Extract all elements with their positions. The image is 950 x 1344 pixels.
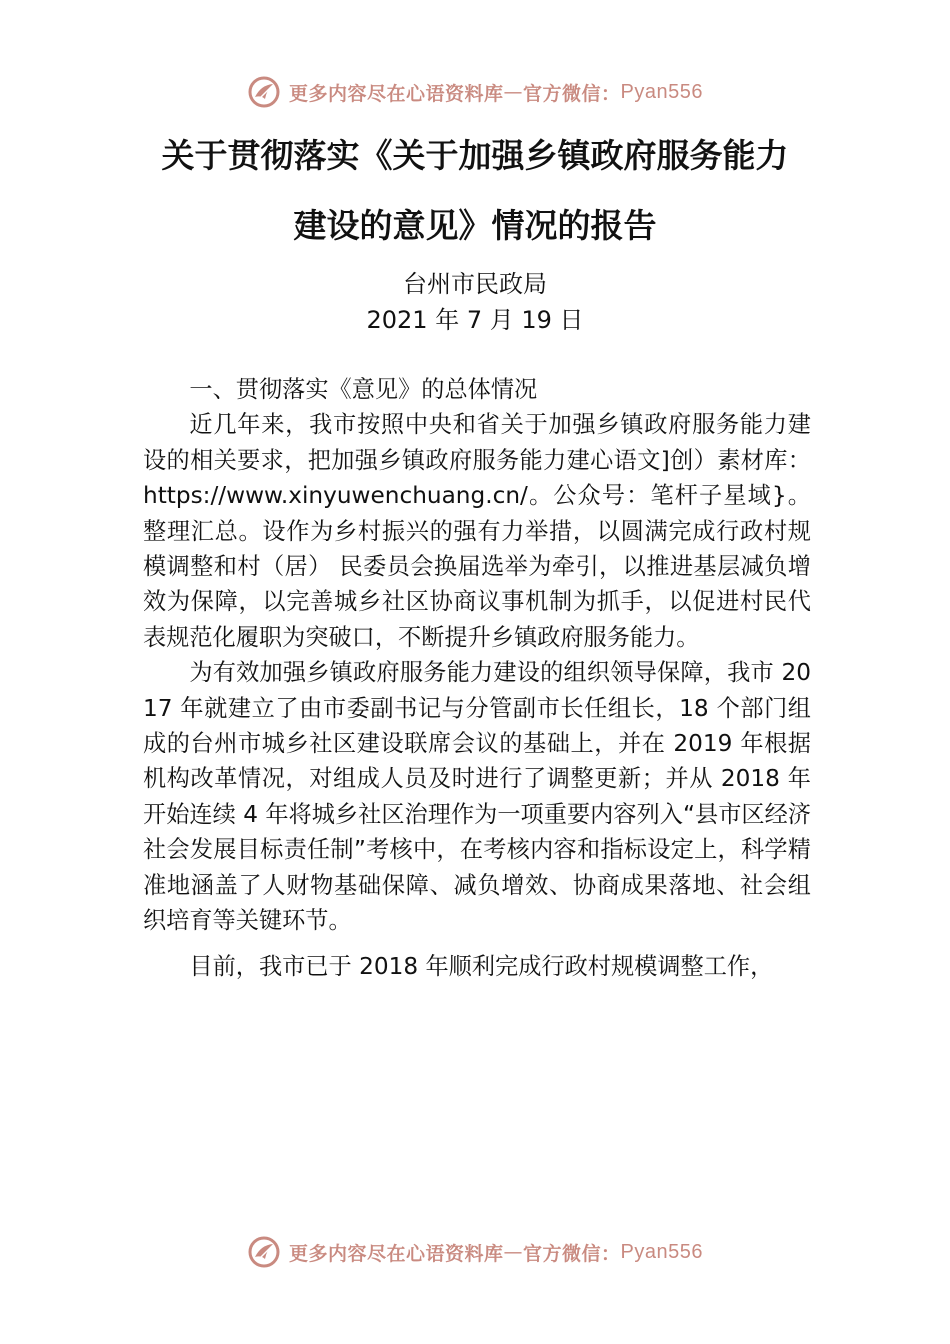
- watermark-logo-icon: [247, 75, 281, 109]
- body-paragraph-2: 为有效加强乡镇政府服务能力建设的组织领导保障，我市 2017 年就建立了由市委副书记与分管副市长任组长，18 个部门组成的台州市城乡社区建设联席会议的基础上，并在 2019 年根据机构改革情况，对组成人员及时进行了调整更新；并从 2018 年开始连续 4 年将城乡社区治理作为一项重要内容列入“县市区经济社会发展目标责任制”考核中，在考核内容和指标设定上，科学精准地涵盖了人财物基础保障、减负增效、协商成果落地、社会组织培育等关键环节。: [143, 659, 811, 935]
- body-paragraph-3: 目前，我市已于 2018 年顺利完成行政村规模调整工作，: [189, 952, 774, 980]
- watermark-wechat-label: 官方微信：: [523, 1242, 621, 1265]
- document-date: 2021 年 7 月 19 日: [366, 306, 584, 334]
- watermark-text: 更多内容尽在心语资料库: [289, 82, 504, 105]
- watermark-logo-icon: [247, 1235, 281, 1269]
- watermark-text: 更多内容尽在心语资料库: [289, 1242, 504, 1265]
- watermark-separator: —: [503, 81, 524, 103]
- watermark-header: [0, 72, 950, 112]
- watermark-wechat-id: Pyan556: [620, 1240, 703, 1263]
- document-organization: 台州市民政局: [403, 270, 547, 298]
- watermark-wechat-label: 官方微信：: [523, 82, 621, 105]
- document-title-line-2: 建设的意见》情况的报告: [293, 206, 657, 245]
- document-body: [143, 372, 811, 984]
- body-paragraph-1: 近几年来，我市按照中央和省关于加强乡镇政府服务能力建设的相关要求，把加强乡镇政府服务能力建心语文]创）素材库：https://www.xinyuwenchuang.cn/。公众号：笔杆子星域}。整理汇总。设作为乡村振兴的强有力举措，以圆满完成行政村规模调整和村（居） 民委员会换届选举为牵引，以推进基层减负增效为保障，以完善城乡社区协商议事机制为抓手，以促进村民代表规范化履职为突破口，不断提升乡镇政府服务能力。: [143, 411, 811, 651]
- watermark-footer: [0, 1232, 950, 1272]
- document-title-line-1: 关于贯彻落实《关于加强乡镇政府服务能力: [161, 136, 789, 175]
- section-heading: 一、贯彻落实《意见》的总体情况: [189, 376, 538, 403]
- watermark-separator: —: [503, 1241, 524, 1263]
- watermark-wechat-id: Pyan556: [620, 80, 703, 103]
